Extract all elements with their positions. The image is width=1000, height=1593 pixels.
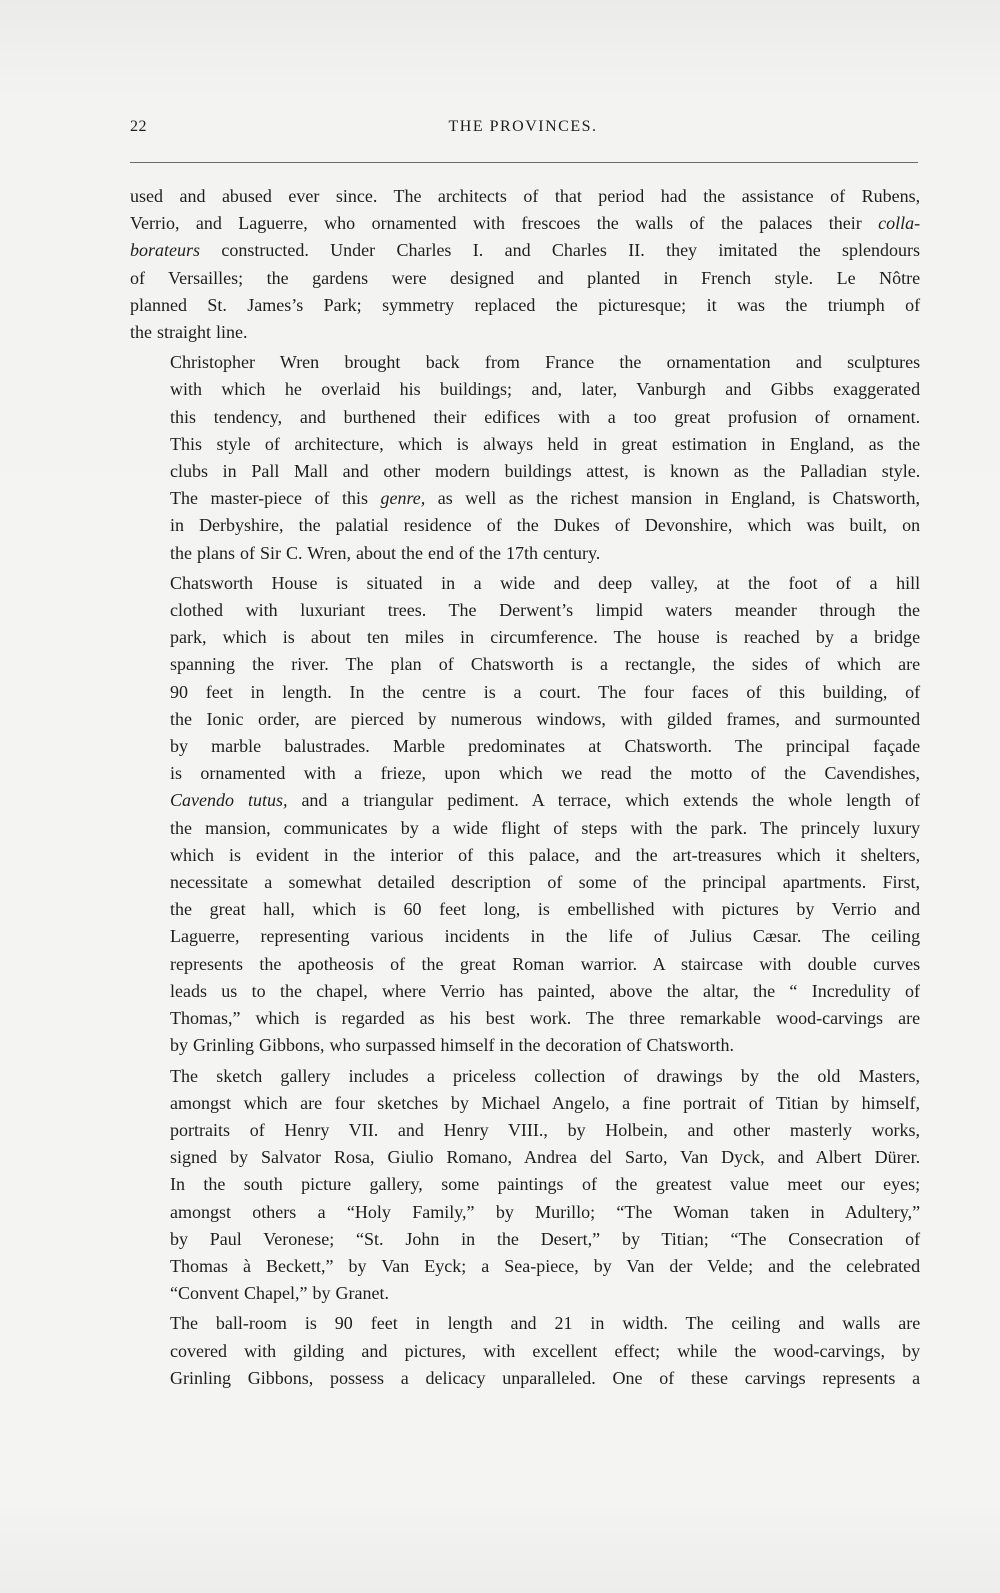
- text-line: used and abused ever since. The architects of that period had the assistance of Rubens,: [130, 186, 921, 206]
- text-line: the Ionic order, are pierced by numerous windows, with gilded frames, and surmounted: [170, 708, 921, 729]
- text-line: the straight line.: [130, 322, 248, 343]
- text-line: This style of architecture, which is always held in great estimation in England, as the: [170, 433, 921, 454]
- text-line: amongst others a “Holy Family,” by Murillo; “The Woman taken in Adultery,”: [170, 1201, 921, 1222]
- body-text: [130, 183, 920, 1392]
- text-line: necessitate a somewhat detailed description of some of the principal apartments. First,: [170, 872, 920, 893]
- text-line: by marble balustrades. Marble predominates at Chatsworth. The principal façade: [170, 736, 921, 757]
- text-line: by Paul Veronese; “St. John in the Desert,” by Titian; “The Consecration of: [170, 1228, 921, 1249]
- text-line: “Convent Chapel,” by Granet.: [170, 1283, 389, 1304]
- text-line: 90 feet in length. In the centre is a court. The four faces of this building, of: [170, 681, 921, 702]
- text-line: clothed with luxuriant trees. The Derwent’s limpid waters meander through the: [170, 600, 921, 621]
- text-line: the plans of Sir C. Wren, about the end of the 17th century.: [170, 542, 601, 563]
- paragraph: [130, 349, 920, 567]
- page-number: 22: [130, 118, 147, 135]
- text-line: in Derbyshire, the palatial residence of the Dukes of Devonshire, which was built, on: [170, 515, 921, 536]
- paragraph: [130, 570, 920, 1060]
- paragraph: [130, 183, 920, 346]
- text-line: clubs in Pall Mall and other modern buildings attest, is known as the Palladian style.: [170, 461, 921, 482]
- text-line: Thomas à Beckett,” by Van Eyck; a Sea-piece, by Van der Velde; and the celebrated: [170, 1255, 921, 1276]
- text-line: by Grinling Gibbons, who surpassed himself in the decoration of Chatsworth.: [170, 1035, 734, 1056]
- text-line: with which he overlaid his buildings; and, later, Vanburgh and Gibbs exaggerated: [170, 379, 921, 400]
- header-rule: [130, 162, 918, 163]
- text-line: spanning the river. The plan of Chatsworth is a rectangle, the sides of which are: [170, 654, 921, 675]
- text-line: the great hall, which is 60 feet long, is embellished with pictures by Verrio and: [170, 899, 921, 920]
- running-title: THE PROVINCES.: [448, 118, 598, 135]
- text-line: represents the apotheosis of the great Roman warrior. A staircase with double curves: [170, 953, 921, 974]
- text-line: Verrio, and Laguerre, who ornamented with frescoes the walls of the palaces their colla-: [130, 213, 921, 234]
- text-line: portraits of Henry VII. and Henry VIII., by Holbein, and other masterly works,: [170, 1119, 921, 1140]
- text-line: In the south picture gallery, some paintings of the greatest value meet our eyes;: [170, 1174, 921, 1195]
- text-line: borateurs constructed. Under Charles I. and Charles II. they imitated the splendours: [130, 240, 921, 261]
- text-line: Thomas,” which is regarded as his best work. The three remarkable wood-carvings are: [170, 1008, 921, 1029]
- text-line: which is evident in the interior of this palace, and the art-treasures which it shelters,: [170, 844, 921, 865]
- text-line: Grinling Gibbons, possess a delicacy unparalleled. One of these carvings represents a: [170, 1367, 921, 1388]
- text-line: Laguerre, representing various incidents in the life of Julius Cæsar. The ceiling: [170, 926, 921, 947]
- text-line: Christopher Wren brought back from France the ornamentation and sculptures: [170, 352, 921, 373]
- running-head: [130, 118, 916, 140]
- text-line: is ornamented with a frieze, upon which we read the motto of the Cavendishes,: [170, 763, 921, 784]
- text-line: planned St. James’s Park; symmetry replaced the picturesque; it was the triumph of: [130, 294, 921, 315]
- text-line: of Versailles; the gardens were designed and planted in French style. Le Nôtre: [130, 267, 921, 288]
- text-line: The ball-room is 90 feet in length and 21 in width. The ceiling and walls are: [170, 1313, 921, 1334]
- text-line: Cavendo tutus, and a triangular pediment. A terrace, which extends the whole length of: [170, 790, 921, 811]
- text-line: Chatsworth House is situated in a wide and deep valley, at the foot of a hill: [170, 572, 921, 593]
- text-line: The sketch gallery includes a priceless collection of drawings by the old Masters,: [170, 1065, 921, 1086]
- text-line: amongst which are four sketches by Michael Angelo, a fine portrait of Titian by himself,: [170, 1092, 921, 1113]
- text-line: park, which is about ten miles in circumference. The house is reached by a bridge: [170, 627, 921, 648]
- text-line: signed by Salvator Rosa, Giulio Romano, Andrea del Sarto, Van Dyck, and Albert Dürer.: [170, 1147, 921, 1168]
- text-line: The master-piece of this genre, as well as the richest mansion in England, is Chatsworth,: [170, 488, 920, 509]
- text-line: leads us to the chapel, where Verrio has painted, above the altar, the “ Incredulity of: [170, 980, 921, 1001]
- paragraph: [130, 1063, 920, 1308]
- paragraph: [130, 1310, 920, 1392]
- text-line: covered with gilding and pictures, with excellent effect; while the wood-carvings, by: [170, 1340, 921, 1361]
- text-line: the mansion, communicates by a wide flight of steps with the park. The princely luxury: [170, 817, 921, 838]
- text-line: this tendency, and burthened their edifices with a too great profusion of ornament.: [170, 406, 921, 427]
